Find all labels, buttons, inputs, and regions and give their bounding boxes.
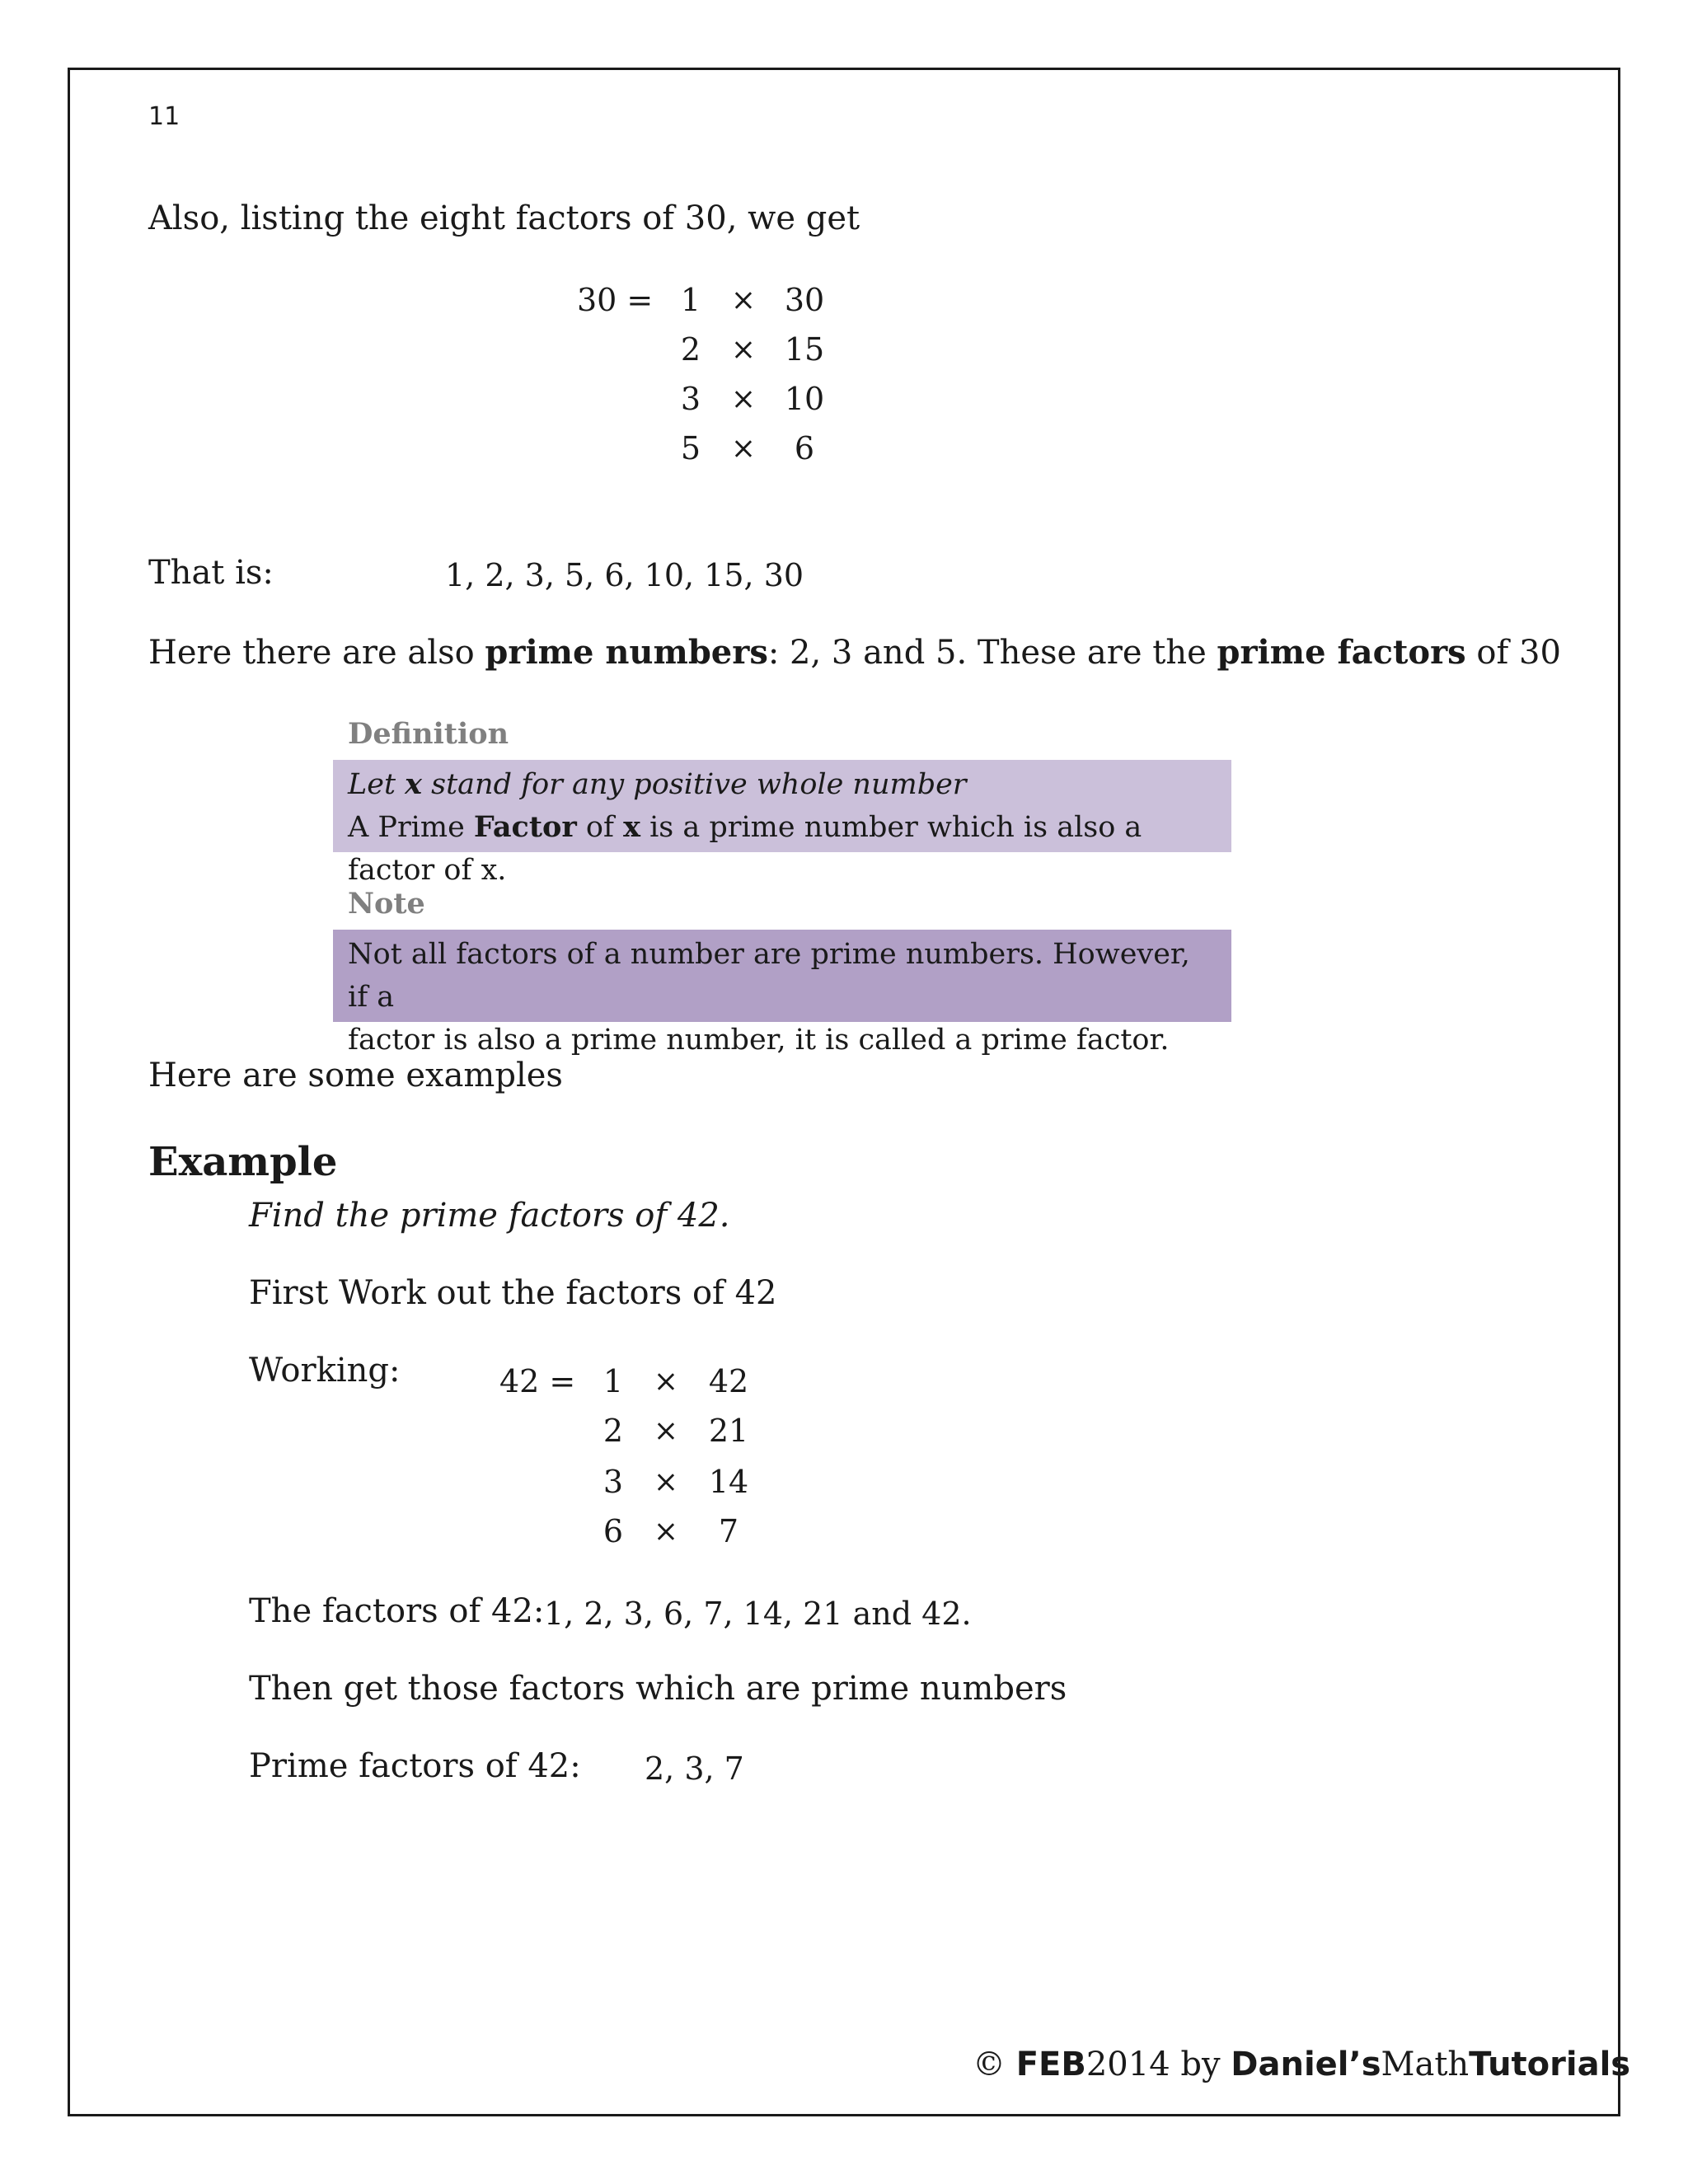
times-sign: × xyxy=(730,432,757,466)
table-30-row3-a: 3 xyxy=(680,381,701,417)
table-30-row4-a: 5 xyxy=(680,430,701,466)
definition-box xyxy=(333,760,1231,887)
times-sign: × xyxy=(653,1414,679,1448)
intro-text: Also, listing the eight factors of 30, we get xyxy=(148,199,860,237)
table-42-lhs: 42 = xyxy=(499,1363,576,1399)
table-30-row1-a: 1 xyxy=(680,282,701,318)
example-step-1: First Work out the factors of 42 xyxy=(249,1274,777,1312)
note-line-1: Not all factors of a number are prime numbers. However, if a xyxy=(348,938,1190,1014)
table-42-row2-a: 2 xyxy=(603,1413,624,1449)
note-label: Note xyxy=(348,887,425,921)
table-42-row3-a: 3 xyxy=(603,1464,624,1500)
example-heading: Example xyxy=(148,1139,338,1185)
table-42-row2-b: 21 xyxy=(708,1413,749,1449)
example-question: Find the prime factors of 42. xyxy=(249,1197,730,1235)
table-30-row3-b: 10 xyxy=(784,381,825,417)
table-30-row2-b: 15 xyxy=(784,331,825,368)
prime-factors-value: 2, 3, 7 xyxy=(645,1750,744,1787)
footer-copyright: © FEB2014 by Daniel’sMathTutorials xyxy=(973,2046,1631,2083)
table-30-row2-a: 2 xyxy=(680,331,701,368)
definition-line-1: Let x stand for any positive whole number xyxy=(348,767,967,801)
example-step-2: Then get those factors which are prime numbers xyxy=(249,1670,1067,1708)
table-30-row1-b: 30 xyxy=(784,282,825,318)
table-42-row4-b: 7 xyxy=(718,1513,739,1549)
examples-intro: Here are some examples xyxy=(148,1057,563,1094)
note-line-2: factor is also a prime number, it is called a prime factor. xyxy=(348,1024,1170,1057)
page-number: 11 xyxy=(148,102,181,131)
definition-line-2: A Prime Factor of x is a prime number which is also a factor of x. xyxy=(348,810,1142,887)
table-30-lhs: 30 = xyxy=(577,282,654,318)
factors-label: The factors of 42: xyxy=(249,1592,545,1630)
prime-numbers-line: Here there are also prime numbers: 2, 3 and 5. These are the prime factors of 30 xyxy=(148,633,1561,672)
table-42-row1-b: 42 xyxy=(708,1363,749,1399)
times-sign: × xyxy=(730,382,757,416)
prime-factors-label: Prime factors of 42: xyxy=(249,1747,581,1785)
table-30-row4-b: 6 xyxy=(794,430,815,466)
times-sign: × xyxy=(730,333,757,367)
note-box xyxy=(333,930,1231,1057)
times-sign: × xyxy=(653,1465,679,1499)
times-sign: × xyxy=(730,284,757,317)
times-sign: × xyxy=(653,1515,679,1549)
table-42-row1-a: 1 xyxy=(603,1363,624,1399)
factors-value: 1, 2, 3, 6, 7, 14, 21 and 42. xyxy=(544,1596,972,1632)
table-42-row4-a: 6 xyxy=(603,1513,624,1549)
working-label: Working: xyxy=(249,1352,401,1390)
times-sign: × xyxy=(653,1365,679,1399)
definition-label: Definition xyxy=(348,717,509,751)
that-is-label: That is: xyxy=(148,554,274,592)
table-42-row3-b: 14 xyxy=(708,1464,749,1500)
that-is-value: 1, 2, 3, 5, 6, 10, 15, 30 xyxy=(445,557,804,593)
